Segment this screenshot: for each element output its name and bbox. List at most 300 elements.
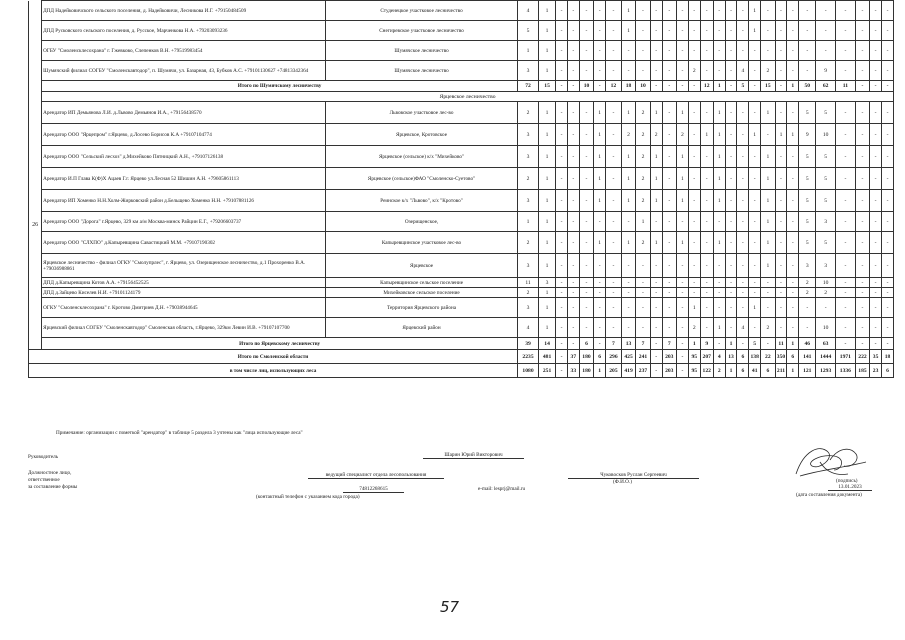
value-cell: - xyxy=(579,41,593,61)
value-cell: - xyxy=(737,146,749,168)
value-cell: - xyxy=(688,1,700,21)
value-cell: - xyxy=(650,81,662,92)
value-cell: 37 xyxy=(567,350,579,364)
value-cell: - xyxy=(725,288,737,298)
value-cell: - xyxy=(700,278,713,288)
value-cell: - xyxy=(725,146,737,168)
value-cell: - xyxy=(677,21,689,41)
value-cell: 5 xyxy=(816,190,836,212)
value-cell: 1 xyxy=(713,146,725,168)
value-cell: - xyxy=(594,61,606,81)
value-cell: 2 xyxy=(518,232,539,254)
value-cell: 62 xyxy=(816,81,836,92)
value-cell: 12 xyxy=(700,81,713,92)
value-cell: 6 xyxy=(882,364,894,378)
value-cell: - xyxy=(775,278,787,288)
value-cell: - xyxy=(836,254,856,278)
value-cell: - xyxy=(677,1,689,21)
value-cell: 46 xyxy=(799,338,816,350)
value-cell: - xyxy=(567,21,579,41)
total-row xyxy=(29,364,894,378)
territory-cell: Студенецкое участковое лесничество xyxy=(326,1,518,21)
value-cell: - xyxy=(761,21,775,41)
value-cell: - xyxy=(606,1,622,21)
value-cell: 5 xyxy=(737,81,749,92)
value-cell: - xyxy=(787,21,799,41)
territory-cell: Озерищенское, xyxy=(326,212,518,232)
value-cell: - xyxy=(579,146,593,168)
value-cell: - xyxy=(737,41,749,61)
total-label: Итого по Ярцевскому лесничеству xyxy=(42,338,518,350)
value-cell: - xyxy=(882,232,894,254)
value-cell: 1 xyxy=(539,212,556,232)
value-cell: - xyxy=(882,298,894,318)
value-cell: 121 xyxy=(799,364,816,378)
value-cell: - xyxy=(737,124,749,146)
table-row xyxy=(29,21,894,41)
value-cell: - xyxy=(621,288,635,298)
page-number: 57 xyxy=(440,598,460,616)
value-cell: 63 xyxy=(816,338,836,350)
value-cell: 1 xyxy=(636,212,650,232)
value-cell: 296 xyxy=(606,350,622,364)
table-row xyxy=(29,124,894,146)
value-cell: 4 xyxy=(737,318,749,338)
value-cell: - xyxy=(594,288,606,298)
value-cell: 10 xyxy=(579,81,593,92)
value-cell: - xyxy=(799,21,816,41)
value-cell: - xyxy=(650,338,662,350)
value-cell: - xyxy=(677,41,689,61)
value-cell: 1 xyxy=(713,318,725,338)
value-cell: - xyxy=(737,338,749,350)
value-cell: - xyxy=(799,318,816,338)
value-cell: - xyxy=(662,212,676,232)
value-cell: - xyxy=(855,146,869,168)
value-cell: - xyxy=(567,338,579,350)
value-cell: 3 xyxy=(518,146,539,168)
value-cell: - xyxy=(882,102,894,124)
value-cell: - xyxy=(677,338,689,350)
value-cell: - xyxy=(567,212,579,232)
official-name: Чуковосков Руслан Сергеевич xyxy=(568,472,699,479)
value-cell: - xyxy=(816,41,836,61)
value-cell: - xyxy=(882,1,894,21)
value-cell: - xyxy=(556,212,568,232)
value-cell: - xyxy=(799,298,816,318)
value-cell: - xyxy=(636,298,650,318)
territory-cell: Реинское к/х "Львово", к/х "Кротово" xyxy=(326,190,518,212)
value-cell: - xyxy=(594,338,606,350)
value-cell: 33 xyxy=(567,364,579,378)
territory-cell: Ярцевское (сельское)ФАО "Смоленско-Суетово" xyxy=(326,168,518,190)
value-cell: - xyxy=(688,81,700,92)
value-cell: 1 xyxy=(594,146,606,168)
value-cell: - xyxy=(713,298,725,318)
value-cell: 5 xyxy=(816,146,836,168)
value-cell: 2 xyxy=(636,102,650,124)
value-cell: 2 xyxy=(621,124,635,146)
section-title: Ярцевское лесничество xyxy=(42,92,894,102)
value-cell: - xyxy=(882,190,894,212)
beneficiary-cell: Ярцевский филиал СОГБУ "Смоленскавтодор" Смоленская область, г.Ярцево, 329км Левин И.В. +79107107700 xyxy=(42,318,326,338)
territory-cell: Львовское участковое лес-во xyxy=(326,102,518,124)
value-cell: - xyxy=(737,288,749,298)
value-cell: - xyxy=(700,212,713,232)
official-label-3: за составление формы xyxy=(28,484,78,490)
value-cell: 23 xyxy=(870,364,882,378)
value-cell: - xyxy=(855,124,869,146)
value-cell: - xyxy=(713,338,725,350)
value-cell: 425 xyxy=(621,350,635,364)
head-label: Руководитель xyxy=(28,454,59,460)
value-cell: - xyxy=(579,298,593,318)
value-cell: - xyxy=(761,288,775,298)
value-cell: - xyxy=(836,124,856,146)
value-cell: - xyxy=(725,168,737,190)
value-cell: - xyxy=(836,298,856,318)
value-cell: - xyxy=(700,318,713,338)
value-cell: - xyxy=(836,1,856,21)
value-cell: - xyxy=(606,41,622,61)
value-cell: - xyxy=(556,364,568,378)
territory-cell: Ярцевский район xyxy=(326,318,518,338)
value-cell: - xyxy=(870,288,882,298)
value-cell: 2 xyxy=(713,364,725,378)
date-caption: (дата составления документа) xyxy=(796,492,862,498)
value-cell: - xyxy=(713,288,725,298)
value-cell: 222 xyxy=(855,350,869,364)
value-cell: - xyxy=(749,81,761,92)
value-cell: 11 xyxy=(518,278,539,288)
value-cell: - xyxy=(749,212,761,232)
value-cell: - xyxy=(621,278,635,288)
value-cell: - xyxy=(855,318,869,338)
value-cell: - xyxy=(870,278,882,288)
value-cell: - xyxy=(700,102,713,124)
value-cell: 5 xyxy=(799,102,816,124)
value-cell: - xyxy=(579,212,593,232)
value-cell: - xyxy=(836,212,856,232)
value-cell: - xyxy=(579,1,593,21)
value-cell: - xyxy=(725,278,737,288)
value-cell: - xyxy=(870,254,882,278)
value-cell: 237 xyxy=(636,364,650,378)
value-cell: - xyxy=(594,278,606,288)
value-cell: - xyxy=(787,102,799,124)
value-cell: - xyxy=(650,254,662,278)
territory-cell: Ярцевское xyxy=(326,254,518,278)
value-cell: - xyxy=(606,124,622,146)
value-cell: 11 xyxy=(775,338,787,350)
value-cell: 35 xyxy=(870,350,882,364)
value-cell: 5 xyxy=(816,102,836,124)
value-cell: - xyxy=(677,81,689,92)
value-cell: 1 xyxy=(539,254,556,278)
value-cell: - xyxy=(870,168,882,190)
beneficiary-cell: ДПД д.Капыревщина Котов А.А. +79156452525 xyxy=(42,278,326,288)
value-cell: - xyxy=(650,364,662,378)
value-cell: - xyxy=(579,254,593,278)
value-cell: - xyxy=(621,41,635,61)
value-cell: 1 xyxy=(650,102,662,124)
value-cell: - xyxy=(799,61,816,81)
value-cell: - xyxy=(567,41,579,61)
beneficiary-cell: Ярцевское лесничество - филиал ОГКУ "Смолупрлес", г. Ярцево, ул. Озерищенское лесничество, д.1 Прохоренко В.А. +79036988861 xyxy=(42,254,326,278)
value-cell: - xyxy=(677,298,689,318)
value-cell: 5 xyxy=(749,338,761,350)
value-cell: 95 xyxy=(688,350,700,364)
value-cell: - xyxy=(556,288,568,298)
value-cell: - xyxy=(836,168,856,190)
value-cell: 1 xyxy=(539,318,556,338)
value-cell: 1 xyxy=(594,190,606,212)
beneficiary-cell: ОГКУ "Смоленсклесохрана" г. Кротово Дмитриев Д.Н. +79038944645 xyxy=(42,298,326,318)
value-cell: - xyxy=(855,288,869,298)
value-cell: 1 xyxy=(688,338,700,350)
value-cell: - xyxy=(556,278,568,288)
beneficiary-cell: Арендатор ООО "Дорога" г.Ярцево, 329 км а/м Москва-минск Райцин Е.Г., +79206603737 xyxy=(42,212,326,232)
value-cell: - xyxy=(836,146,856,168)
value-cell: 95 xyxy=(688,364,700,378)
value-cell: - xyxy=(700,61,713,81)
value-cell: - xyxy=(749,41,761,61)
value-cell: 50 xyxy=(799,81,816,92)
value-cell: - xyxy=(688,102,700,124)
value-cell: - xyxy=(882,278,894,288)
value-cell: - xyxy=(836,190,856,212)
phone-caption: (контактный телефон с указанием кода города) xyxy=(256,494,360,500)
value-cell: - xyxy=(725,212,737,232)
value-cell: 2 xyxy=(816,288,836,298)
value-cell: - xyxy=(579,288,593,298)
value-cell: - xyxy=(579,124,593,146)
value-cell: - xyxy=(662,318,676,338)
value-cell: - xyxy=(567,254,579,278)
territory-cell: Михейковское сельское поселение xyxy=(326,288,518,298)
value-cell: 1 xyxy=(518,212,539,232)
value-cell: 2 xyxy=(636,124,650,146)
row-index-cell xyxy=(29,21,42,41)
value-cell: - xyxy=(579,102,593,124)
value-cell: 13 xyxy=(621,338,635,350)
value-cell: - xyxy=(677,61,689,81)
value-cell: - xyxy=(749,254,761,278)
territory-cell: Ярцевское, Кротовское xyxy=(326,124,518,146)
table-row xyxy=(29,288,894,298)
value-cell: - xyxy=(725,254,737,278)
official-label-2: ответственное xyxy=(28,477,60,483)
value-cell: 5 xyxy=(799,190,816,212)
value-cell: - xyxy=(594,254,606,278)
value-cell: - xyxy=(749,288,761,298)
table-row xyxy=(29,41,894,61)
value-cell: 481 xyxy=(539,350,556,364)
value-cell: 1 xyxy=(621,21,635,41)
value-cell: - xyxy=(567,1,579,21)
value-cell: 39 xyxy=(518,338,539,350)
value-cell: - xyxy=(662,232,676,254)
value-cell: 9 xyxy=(816,61,836,81)
value-cell: 18 xyxy=(882,350,894,364)
value-cell: 1 xyxy=(749,21,761,41)
value-cell: 1 xyxy=(539,102,556,124)
value-cell: - xyxy=(787,1,799,21)
value-cell: - xyxy=(677,318,689,338)
value-cell: - xyxy=(677,212,689,232)
group-index-cell: 26 xyxy=(29,102,42,350)
value-cell: - xyxy=(567,61,579,81)
value-cell: - xyxy=(662,21,676,41)
value-cell: 2 xyxy=(518,288,539,298)
value-cell: - xyxy=(870,124,882,146)
value-cell: 10 xyxy=(816,124,836,146)
value-cell: - xyxy=(621,212,635,232)
value-cell: - xyxy=(636,278,650,288)
value-cell: 1 xyxy=(749,1,761,21)
value-cell: 41 xyxy=(749,364,761,378)
table-row xyxy=(29,318,894,338)
value-cell: - xyxy=(688,232,700,254)
value-cell: 1 xyxy=(650,168,662,190)
value-cell: 1 xyxy=(539,124,556,146)
value-cell: 6 xyxy=(594,350,606,364)
value-cell: - xyxy=(870,232,882,254)
value-cell: - xyxy=(688,190,700,212)
value-cell: - xyxy=(567,318,579,338)
table-row xyxy=(29,168,894,190)
beneficiary-cell: Арендатор И.П Глава К(Ф)Х Ацаев Г.г. Ярцево ул.Лесная 52 Шишин А.Н. +79605861113 xyxy=(42,168,326,190)
value-cell: 1 xyxy=(518,41,539,61)
register-table xyxy=(28,0,894,378)
value-cell: - xyxy=(677,288,689,298)
value-cell: 2 xyxy=(518,168,539,190)
value-cell: - xyxy=(713,61,725,81)
value-cell: 4 xyxy=(713,350,725,364)
value-cell: - xyxy=(749,102,761,124)
beneficiary-cell: Арендатор ООО "Ярцепром" г.Ярцево, д.Лосево Борисов К.А +79107104774 xyxy=(42,124,326,146)
value-cell: - xyxy=(775,102,787,124)
value-cell: 3 xyxy=(539,278,556,288)
value-cell: - xyxy=(816,298,836,318)
value-cell: - xyxy=(836,288,856,298)
value-cell: - xyxy=(606,318,622,338)
contact-phone: 74812268615 xyxy=(343,486,404,493)
value-cell: - xyxy=(787,318,799,338)
value-cell: - xyxy=(700,254,713,278)
value-cell: 1 xyxy=(713,124,725,146)
value-cell: 2 xyxy=(518,102,539,124)
value-cell: 203 xyxy=(662,364,676,378)
value-cell: - xyxy=(870,190,882,212)
value-cell: 3 xyxy=(518,298,539,318)
value-cell: - xyxy=(855,338,869,350)
value-cell: - xyxy=(836,61,856,81)
value-cell: - xyxy=(787,232,799,254)
value-cell: - xyxy=(749,190,761,212)
value-cell: - xyxy=(725,1,737,21)
value-cell: 1 xyxy=(677,146,689,168)
value-cell: 1 xyxy=(650,190,662,212)
value-cell: - xyxy=(621,254,635,278)
value-cell: - xyxy=(662,168,676,190)
beneficiary-cell: ДПД Надейковичского сельского поселения, д. Надейковичи, Лесникова И.Г. +79150484509 xyxy=(42,1,326,21)
value-cell: 18 xyxy=(621,81,635,92)
value-cell: 1 xyxy=(539,146,556,168)
value-cell: - xyxy=(688,288,700,298)
value-cell: - xyxy=(700,190,713,212)
value-cell: - xyxy=(636,21,650,41)
table-row xyxy=(29,1,894,21)
value-cell: - xyxy=(749,318,761,338)
value-cell: - xyxy=(621,298,635,318)
value-cell: 211 xyxy=(775,364,787,378)
value-cell: - xyxy=(650,61,662,81)
value-cell: - xyxy=(556,232,568,254)
value-cell: - xyxy=(713,278,725,288)
value-cell: - xyxy=(775,318,787,338)
value-cell: - xyxy=(882,124,894,146)
value-cell: - xyxy=(787,298,799,318)
value-cell: 1 xyxy=(761,254,775,278)
value-cell: 251 xyxy=(539,364,556,378)
value-cell: 5 xyxy=(816,168,836,190)
table-row xyxy=(29,278,894,288)
value-cell: - xyxy=(606,212,622,232)
value-cell: - xyxy=(567,81,579,92)
value-cell: - xyxy=(662,124,676,146)
value-cell: - xyxy=(650,1,662,21)
signature-caption: (подпись) xyxy=(836,478,858,484)
value-cell: 2 xyxy=(688,61,700,81)
value-cell: 205 xyxy=(606,364,622,378)
value-cell: 1 xyxy=(594,102,606,124)
value-cell: 1 xyxy=(787,124,799,146)
value-cell: 10 xyxy=(636,81,650,92)
value-cell: - xyxy=(713,41,725,61)
value-cell: - xyxy=(836,102,856,124)
value-cell: 12 xyxy=(606,81,622,92)
table-row xyxy=(29,212,894,232)
value-cell: 1 xyxy=(688,298,700,318)
value-cell: - xyxy=(870,61,882,81)
value-cell: - xyxy=(855,102,869,124)
value-cell: 1 xyxy=(539,1,556,21)
value-cell: - xyxy=(725,124,737,146)
value-cell: - xyxy=(787,212,799,232)
value-cell: - xyxy=(882,61,894,81)
value-cell: 180 xyxy=(579,350,593,364)
value-cell: 1293 xyxy=(816,364,836,378)
value-cell: - xyxy=(650,288,662,298)
row-index-cell xyxy=(29,1,42,21)
value-cell: - xyxy=(650,298,662,318)
value-cell: - xyxy=(749,61,761,81)
value-cell: - xyxy=(882,81,894,92)
value-cell: 2 xyxy=(677,124,689,146)
total-label: в том числе лиц, использующих леса xyxy=(29,364,518,378)
value-cell: - xyxy=(870,1,882,21)
value-cell: - xyxy=(556,318,568,338)
value-cell: - xyxy=(606,254,622,278)
value-cell: 1 xyxy=(761,232,775,254)
beneficiary-cell: Арендатор ИП Демьянова Л.И. д.Львово Демьянов И.А., +79156438570 xyxy=(42,102,326,124)
value-cell: 1 xyxy=(713,81,725,92)
value-cell: 15 xyxy=(539,81,556,92)
value-cell: - xyxy=(567,298,579,318)
value-cell: 1 xyxy=(539,168,556,190)
value-cell: - xyxy=(662,288,676,298)
